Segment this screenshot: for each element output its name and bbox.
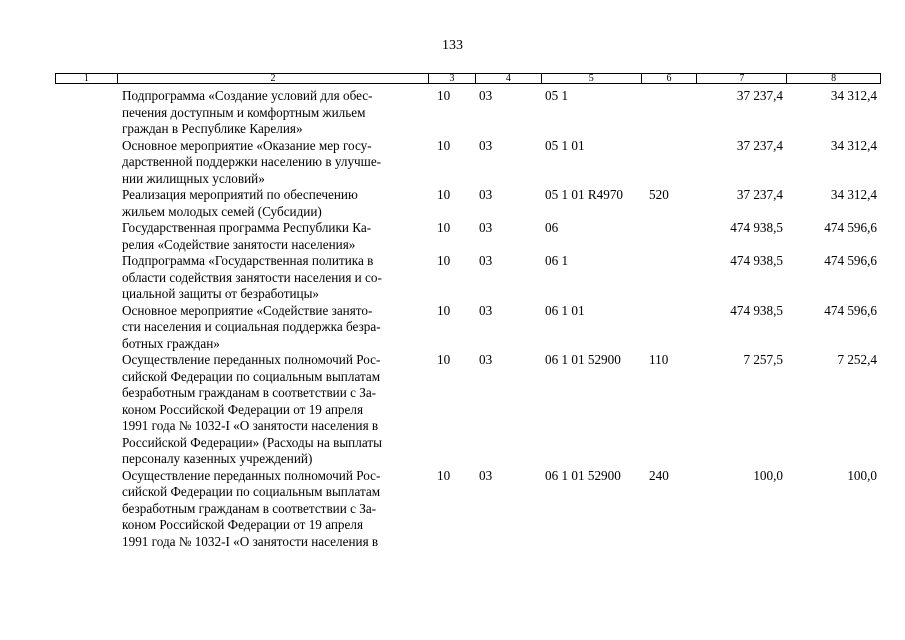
cell-section: 10 xyxy=(437,302,451,318)
description-line: 1991 года № 1032-I «О занятости населения в xyxy=(122,418,379,433)
cell-amount-2: 34 312,4 xyxy=(830,88,877,103)
description-line: Осуществление переданных полномочий Рос- xyxy=(122,352,381,367)
description-line: персоналу казенных учреждений) xyxy=(122,451,313,466)
cell-amount-1: 474 938,5 xyxy=(730,220,783,235)
table-row xyxy=(55,468,881,551)
cell-description xyxy=(116,303,428,353)
cell-subsection: 03 xyxy=(479,253,493,268)
column-header-2: 2 xyxy=(117,74,428,83)
table-row xyxy=(55,187,881,220)
description-line: дарственной поддержки населению в улучше- xyxy=(122,154,382,169)
description-line: коном Российской Федерации от 19 апреля xyxy=(122,401,364,417)
cell-amount-1: 7 257,5 xyxy=(743,352,783,367)
description-line: ботных граждан» xyxy=(122,335,220,351)
description-line: Государственная программа Республики Ка- xyxy=(122,220,372,235)
cell-target-article: 05 1 xyxy=(545,88,569,103)
cell-expense-type: 520 xyxy=(649,187,669,202)
column-header-8: 8 xyxy=(786,74,880,83)
cell-target-article: 06 1 01 xyxy=(545,302,585,318)
column-header-3: 3 xyxy=(428,74,475,83)
cell-expense-type: 110 xyxy=(649,352,669,367)
cell-section: 10 xyxy=(437,253,451,268)
table-header-row xyxy=(55,73,881,84)
description-line: Основное мероприятие «Содействие занято- xyxy=(122,302,373,318)
description-line: нии жилищных условий» xyxy=(122,170,265,186)
cell-subsection: 03 xyxy=(479,187,493,202)
cell-target-article: 05 1 01 R4970 xyxy=(545,187,624,202)
cell-amount-1: 37 237,4 xyxy=(736,88,783,103)
description-line: сийской Федерации по социальным выплатам xyxy=(122,368,381,384)
cell-description xyxy=(116,468,428,551)
description-line: релия «Содействие занятости населения» xyxy=(122,236,356,252)
page-number: 133 xyxy=(442,38,463,53)
table-row xyxy=(55,220,881,253)
cell-amount-1: 37 237,4 xyxy=(736,187,783,202)
cell-amount-1: 100,0 xyxy=(753,467,783,483)
cell-description xyxy=(116,88,428,138)
cell-subsection: 03 xyxy=(479,88,493,103)
cell-subsection: 03 xyxy=(479,352,493,367)
cell-subsection: 03 xyxy=(479,467,493,483)
cell-description xyxy=(116,352,428,468)
description-line: области содействия занятости населения и со- xyxy=(122,269,382,285)
description-line: печения доступным и комфортным жильем xyxy=(122,104,366,120)
description-line: граждан в Республике Карелия» xyxy=(122,121,303,136)
cell-section: 10 xyxy=(437,187,451,202)
cell-amount-2: 474 596,6 xyxy=(824,253,877,268)
table-row xyxy=(55,253,881,303)
description-line: Российской Федерации» (Расходы на выплаты xyxy=(122,434,382,450)
table-row xyxy=(55,352,881,468)
description-line: сти населения и социальная поддержка безра- xyxy=(122,319,381,334)
cell-amount-1: 474 938,5 xyxy=(730,253,783,268)
description-line: Подпрограмма «Государственная политика в xyxy=(122,253,374,268)
table-row xyxy=(55,303,881,353)
description-line: Основное мероприятие «Оказание мер госу- xyxy=(122,137,372,153)
cell-amount-1: 474 938,5 xyxy=(730,302,783,318)
column-header-1: 1 xyxy=(83,73,89,84)
cell-target-article: 05 1 01 xyxy=(545,137,585,153)
column-header-6: 6 xyxy=(641,74,697,83)
cell-amount-2: 100,0 xyxy=(847,467,877,483)
cell-amount-2: 474 596,6 xyxy=(824,302,877,318)
column-header-5: 5 xyxy=(541,74,641,83)
cell-section: 10 xyxy=(437,352,451,367)
column-header-7: 7 xyxy=(696,74,786,83)
table-body xyxy=(55,88,881,550)
description-line: Подпрограмма «Создание условий для обес- xyxy=(122,88,373,103)
table-row xyxy=(55,138,881,188)
cell-amount-2: 7 252,4 xyxy=(837,352,877,367)
description-line: жильем молодых семей (Субсидии) xyxy=(122,203,322,219)
cell-subsection: 03 xyxy=(479,137,493,153)
description-line: Осуществление переданных полномочий Рос- xyxy=(122,467,381,483)
description-line: безработным гражданам в соответствии с За- xyxy=(122,500,377,516)
cell-amount-2: 34 312,4 xyxy=(830,137,877,153)
cell-target-article: 06 xyxy=(545,220,559,235)
cell-amount-2: 474 596,6 xyxy=(824,220,877,235)
description-line: коном Российской Федерации от 19 апреля xyxy=(122,517,364,532)
cell-subsection: 03 xyxy=(479,302,493,318)
cell-section: 10 xyxy=(437,137,451,153)
cell-amount-2: 34 312,4 xyxy=(830,187,877,202)
column-header-4: 4 xyxy=(475,74,541,83)
cell-section: 10 xyxy=(437,220,451,235)
cell-description xyxy=(116,187,428,220)
description-line: сийской Федерации по социальным выплатам xyxy=(122,484,381,499)
cell-description xyxy=(116,220,428,253)
description-line: безработным гражданам в соответствии с За- xyxy=(122,385,377,400)
cell-description xyxy=(116,138,428,188)
cell-target-article: 06 1 xyxy=(545,253,569,268)
cell-amount-1: 37 237,4 xyxy=(736,137,783,153)
description-line: 1991 года № 1032-I «О занятости населения в xyxy=(122,533,379,549)
cell-target-article: 06 1 01 52900 xyxy=(545,352,621,367)
cell-section: 10 xyxy=(437,88,451,103)
table-row xyxy=(55,88,881,138)
description-line: Реализация мероприятий по обеспечению xyxy=(122,187,358,202)
cell-target-article: 06 1 01 52900 xyxy=(545,467,621,483)
cell-description xyxy=(116,253,428,303)
cell-expense-type: 240 xyxy=(649,467,669,483)
cell-subsection: 03 xyxy=(479,220,493,235)
cell-section: 10 xyxy=(437,467,451,483)
description-line: циальной защиты от безработицы» xyxy=(122,286,320,301)
